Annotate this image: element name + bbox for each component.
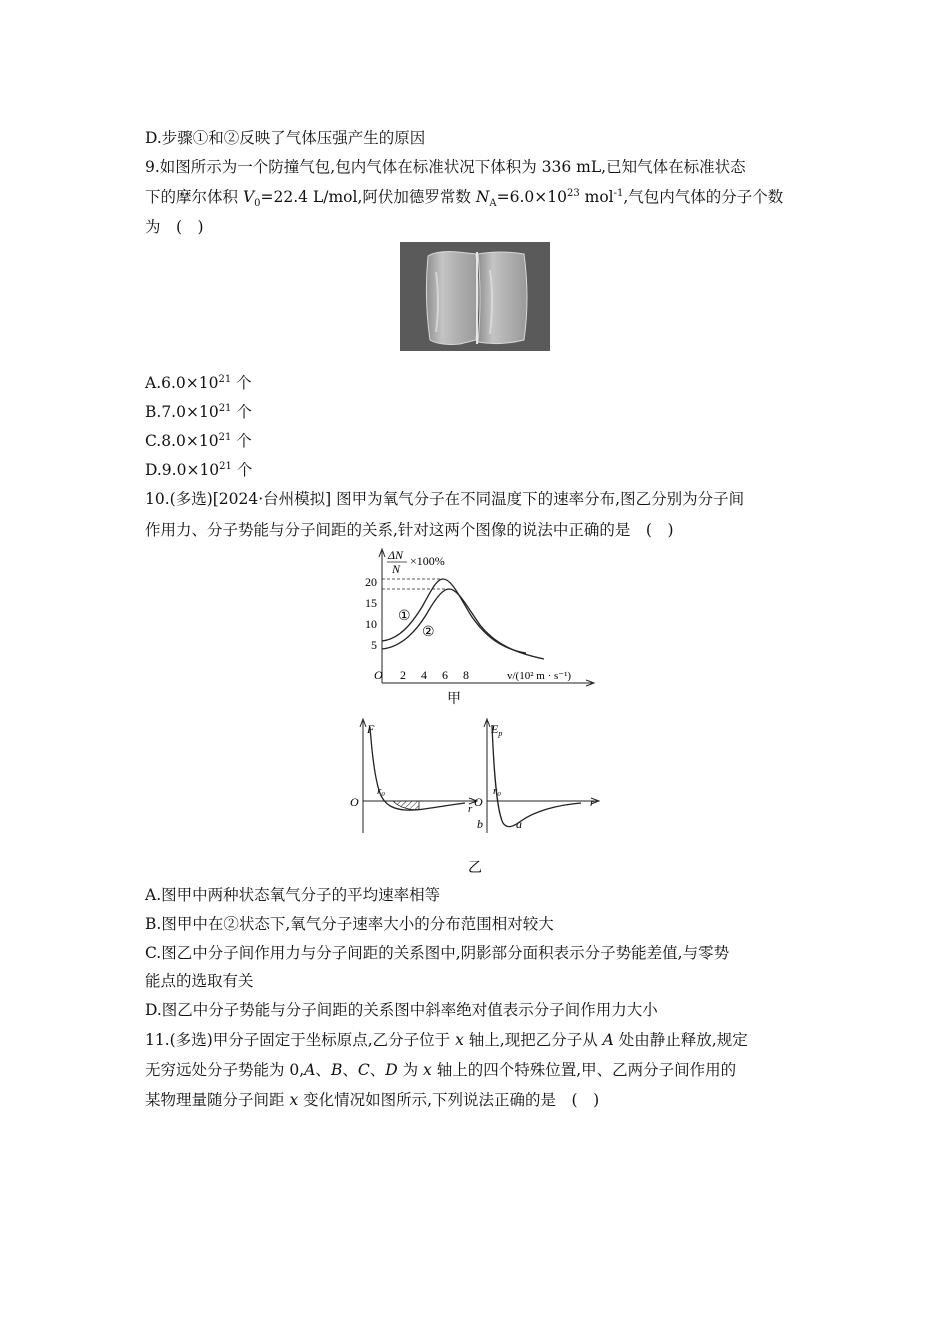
q9-option-b: $B.7.0\times 10^{21}$ 个 [145,402,252,421]
point-a-label: a [516,817,522,831]
q11-stem-line2: 无穷远处分子势能为 0,A、B、C、D 为 x 轴上的四个特殊位置,甲、乙两分子间作用的 [145,1061,737,1079]
curve-2 [382,589,544,659]
ep-r-axis-label: r [590,797,595,809]
q9-option-a: $A.6.0\times 10^{21}$ 个 [145,373,252,392]
y-tick-10: 10 [365,617,377,631]
q9-stem-line1: 9.如图所示为一个防撞气包,包内气体在标准状况下体积为 336 mL,已知气体在标准状态 [145,158,746,176]
q10-option-d: D.图乙中分子势能与分子间距的关系图中斜率绝对值表示分子间作用力大小 [145,1001,658,1019]
q8-option-d: D.步骤①和②反映了气体压强产生的原因 [145,129,426,147]
x-tick-8: 8 [463,668,469,682]
y-tick-15: 15 [365,596,377,610]
x-tick-6: 6 [442,668,448,682]
y-label-suffix: ×100% [410,554,445,568]
q9-stem-line2: 下的摩尔体积 $V_0=22.4$ L/mol,阿伏加德罗常数 $N_A=6.0\times 10^{23}$ mol$^{-1}$,气包内气体的分子个数 [145,187,784,210]
q9-option-c: $C.8.0\times 10^{21}$ 个 [145,431,252,450]
q10-stem-line2: 作用力、分子势能与分子间距的关系,针对这两个图像的说法中正确的是 ( ) [145,521,674,539]
f-axis-label: F [367,722,375,736]
x-axis-label: v/(10² m · s⁻¹) [507,670,572,682]
figure-yi-force-potential [345,715,605,880]
q10-option-a: A.图甲中两种状态氧气分子的平均速率相等 [145,886,441,904]
q10-option-c-line1: C.图乙中分子间作用力与分子间距的关系图中,阴影部分面积表示分子势能差值,与零势 [145,944,730,962]
figure-yi-caption: 乙 [468,861,482,876]
x-tick-4: 4 [421,668,427,682]
x-tick-2: 2 [400,668,406,682]
q10-option-c-line2: 能点的选取有关 [145,972,254,990]
ep-axis-label: $E_p$ [491,722,503,738]
q11-stem-line1: 11.(多选)甲分子固定于坐标原点,乙分子位于 x 轴上,现把乙分子从 A 处由静止释放,规定 [145,1031,748,1049]
figure-jia-caption: 甲 [447,692,461,707]
q10-option-b: B.图甲中在②状态下,氧气分子速率大小的分布范围相对较大 [145,915,554,933]
curve-2-label: ② [422,625,435,640]
q10-stem-line1: 10.(多选)[2024·台州模拟] 图甲为氧气分子在不同温度下的速率分布,图乙分别为分子间 [145,490,745,508]
airbag-photo [400,242,550,351]
y-tick-5: 5 [371,638,377,652]
q9-option-d: $D.9.0\times 10^{21}$ 个 [145,460,253,479]
y-label-numerator: ΔN [388,548,404,562]
y-tick-20: 20 [365,575,377,589]
f-r0-label: r₀ [377,785,386,797]
ep-r0-label: r₀ [493,785,502,797]
figure-jia-speed-distribution [360,543,600,708]
force-curve [370,727,465,810]
potential-curve [492,725,581,827]
y-label-denominator: N [392,562,401,576]
origin-label: O [374,668,383,682]
q9-stem-line3: 为 ( ) [145,218,204,236]
ep-origin-label: O [474,795,483,809]
f-origin-label: O [350,795,359,809]
q11-stem-line3: 某物理量随分子间距 x 变化情况如图所示,下列说法正确的是 ( ) [145,1091,600,1109]
f-r-axis-label: r [468,803,473,815]
curve-1-label: ① [398,609,411,624]
point-b-label: b [477,817,483,831]
